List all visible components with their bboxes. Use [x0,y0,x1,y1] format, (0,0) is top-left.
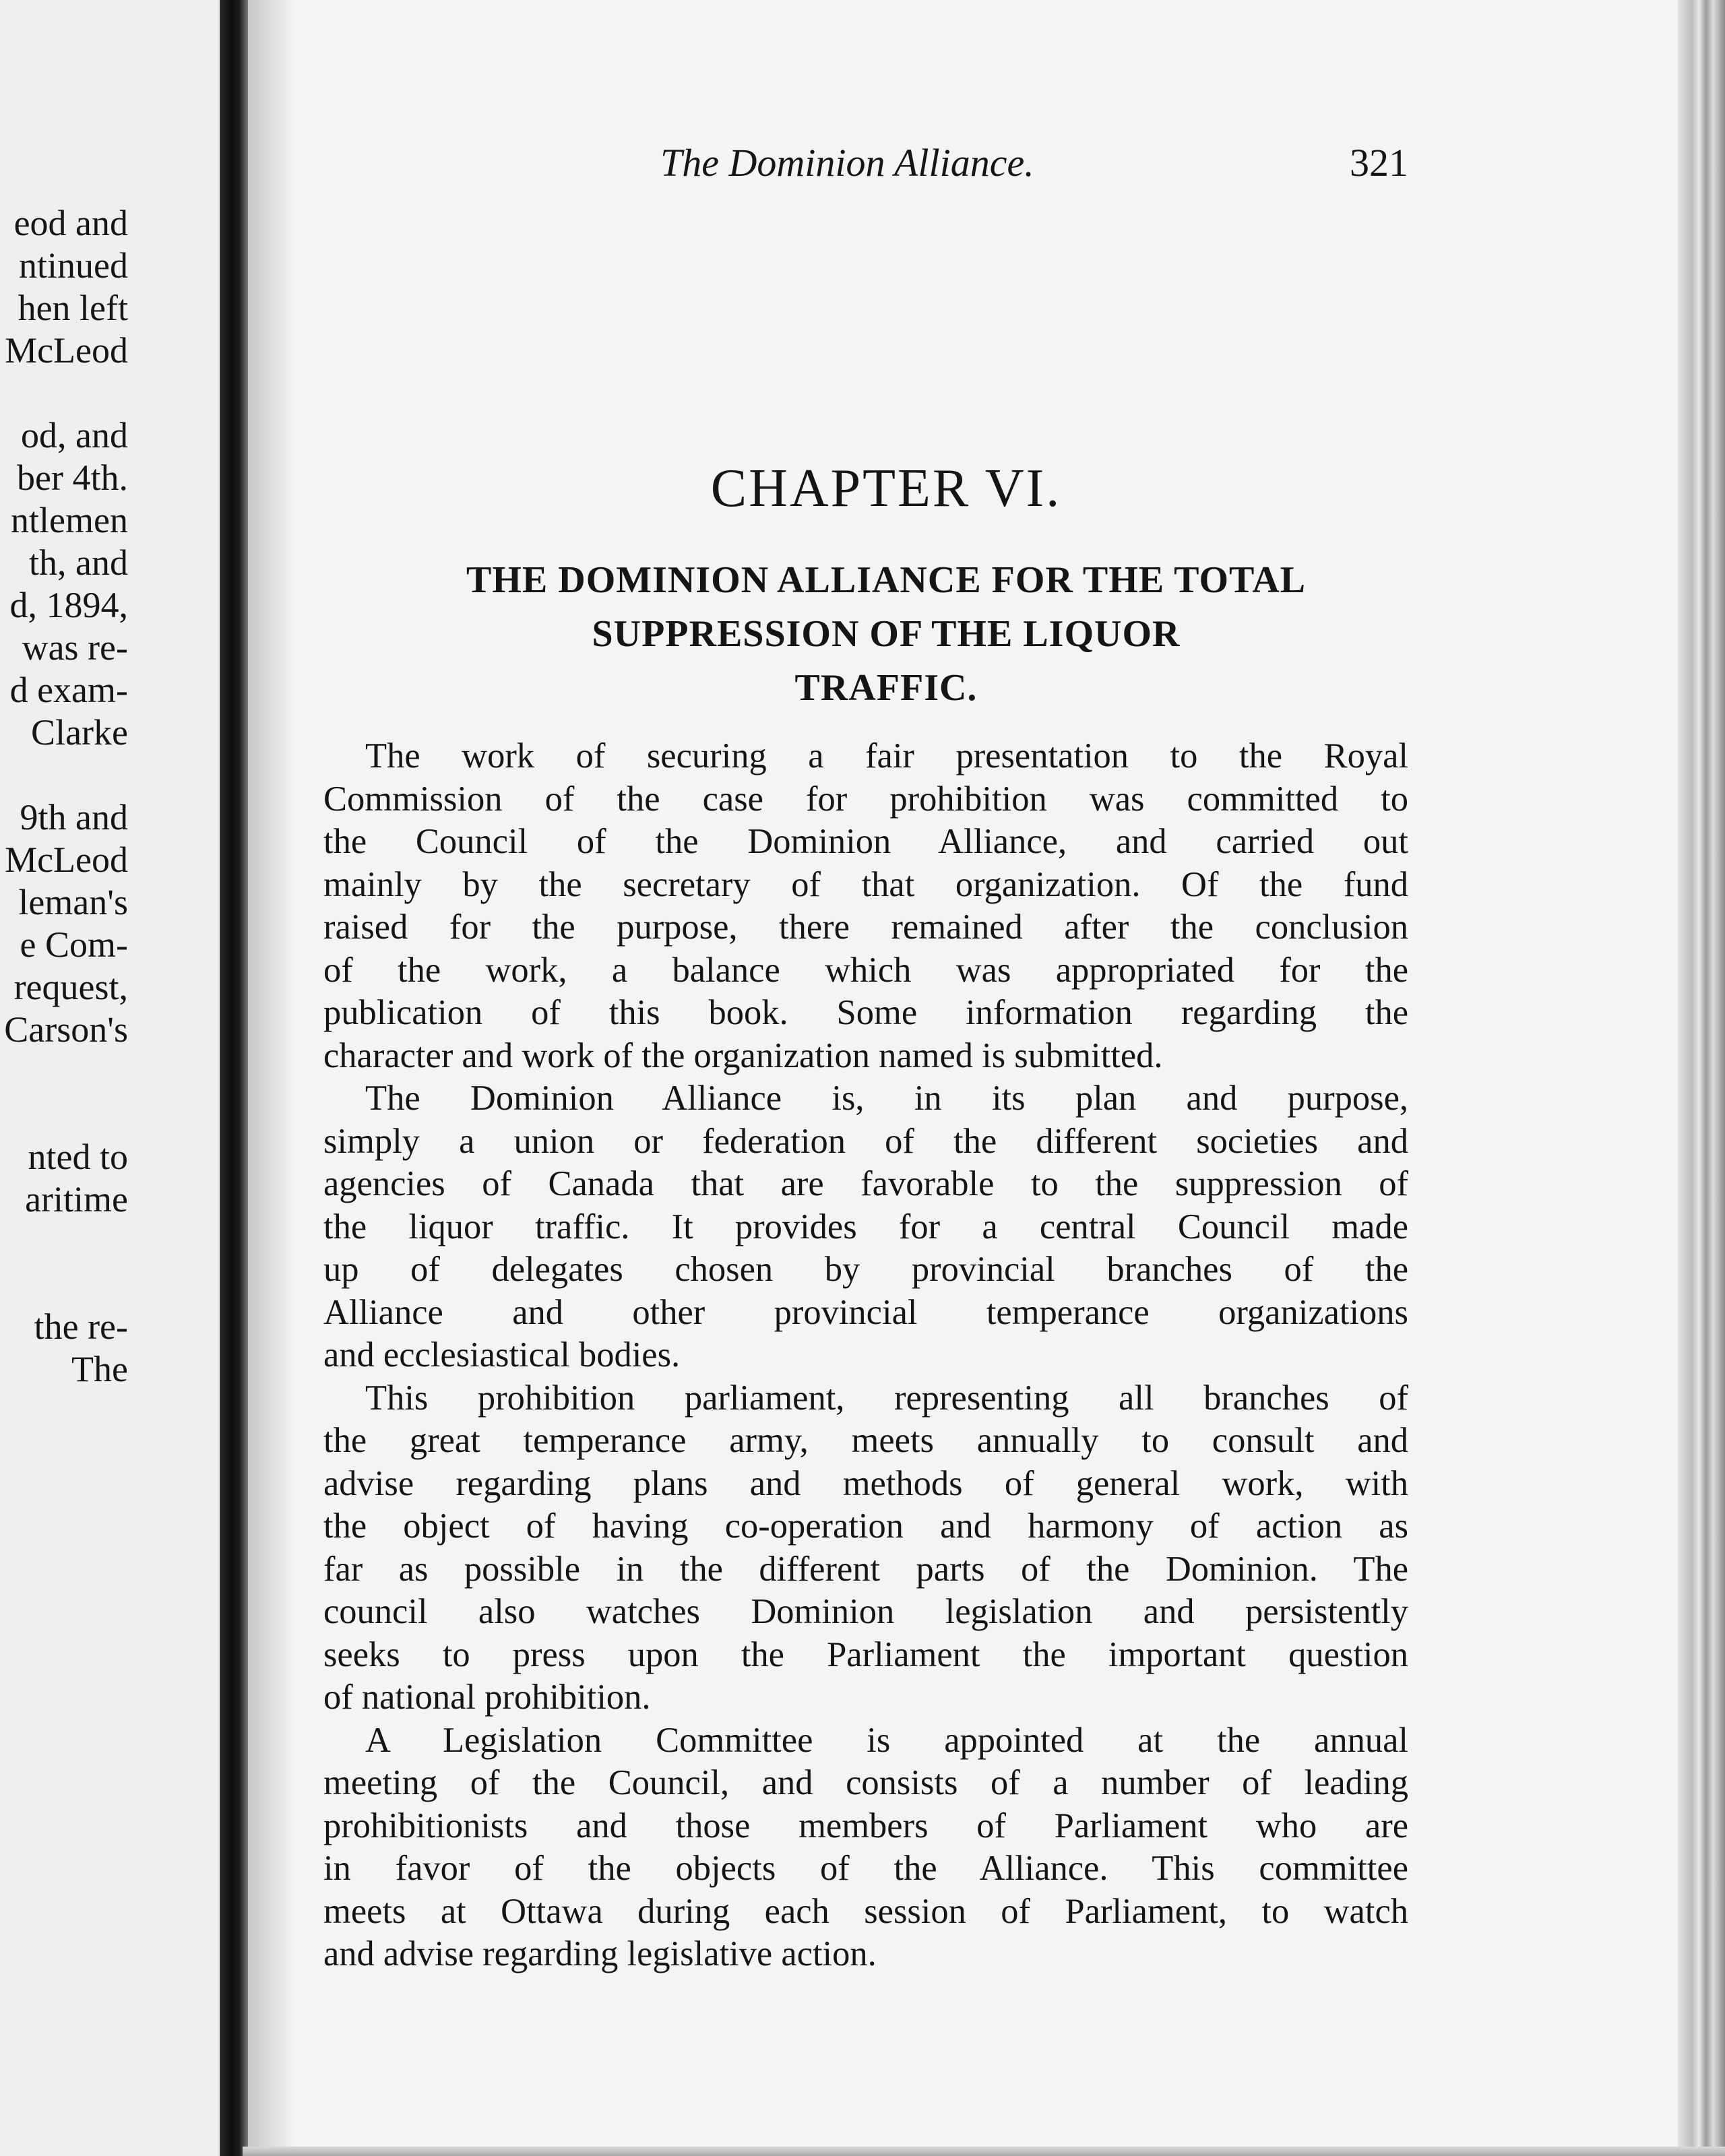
text-line: in favor of the objects of the Alliance. This committee [323,1849,1408,1888]
left-page-line: aritime [25,1179,128,1219]
text-line: meeting of the Council, and consists of a number of leading [323,1763,1408,1802]
left-page-line [0,1263,128,1306]
text-line: council also watches Dominion legislation and persistently [323,1592,1408,1631]
text-line: character and work of the organization named is submitted. [323,1036,1163,1075]
text-line: The Dominion Alliance is, in its plan and purpose, [365,1079,1408,1118]
left-page-line: McLeod [5,330,128,371]
chapter-number: CHAPTER VI. [710,459,1062,518]
chapter-title-line: TRAFFIC. [794,667,978,709]
paragraph [323,1077,1408,1377]
left-page-line: nted to [28,1137,128,1177]
text-line: agencies of Canada that are favorable to the suppression of [323,1164,1408,1203]
left-page-line: Carson's [4,1009,128,1050]
left-page-line [0,1051,128,1093]
text-line: the object of having co-operation and harmony of action as [323,1507,1408,1546]
text-line: prohibitionists and those members of Parliament who are [323,1806,1408,1845]
text-line: the liquor traffic. It provides for a central Council made [323,1207,1408,1246]
left-page-line [0,754,128,796]
left-page-line: the re- [34,1306,128,1347]
left-page-line [0,1093,128,1136]
paragraph [323,1377,1408,1719]
text-line: and advise regarding legislative action. [323,1934,877,1973]
left-page-line: 9th and [20,797,128,837]
page-edges [1678,0,1725,2156]
page-number: 321 [1350,141,1408,185]
text-line: This prohibition parliament, representing all branches of [365,1378,1408,1418]
left-page-line: request, [13,967,128,1007]
paragraph [323,735,1408,1077]
running-head [323,135,1408,195]
book-gutter [220,0,248,2156]
text-line: the great temperance army, meets annually to consult and [323,1421,1408,1460]
left-facing-page [0,0,229,2156]
left-page-line: eod and [13,203,128,243]
left-page-line: Clarke [31,712,128,753]
chapter-title [323,553,1408,715]
left-page-line: ntlemen [11,500,128,540]
bottom-page-edge [243,2147,1725,2156]
paragraph [323,1719,1408,1976]
left-page-line: od, and [21,415,128,455]
text-line: mainly by the secretary of that organization. Of the fund [323,864,1408,904]
text-line: of national prohibition. [323,1678,651,1717]
text-line: the Council of the Dominion Alliance, and carried out [323,822,1408,861]
text-line: of the work, a balance which was appropriated for the [323,950,1408,990]
left-page-line: ntinued [19,245,128,286]
text-line: up of delegates chosen by provincial branches of the [323,1250,1408,1289]
chapter-title-line: THE DOMINION ALLIANCE FOR THE TOTAL [466,559,1306,601]
text-line: raised for the purpose, there remained after the conclusion [323,908,1408,947]
text-line: far as possible in the different parts of the Dominion. The [323,1549,1408,1589]
left-page-line: leman's [18,882,128,922]
text-line: advise regarding plans and methods of general work, with [323,1463,1408,1503]
right-page [323,135,1408,1976]
chapter-title-line: SUPPRESSION OF THE LIQUOR [592,613,1181,655]
text-line: Alliance and other provincial temperance organizations [323,1292,1408,1332]
left-page-line: d, 1894, [9,585,128,625]
text-line: A Legislation Committee is appointed at the annual [365,1720,1408,1760]
text-line: meets at Ottawa during each session of Parliament, to watch [323,1891,1408,1931]
text-line: simply a union or federation of the different societies and [323,1121,1408,1161]
gutter-shadow [248,0,295,2156]
left-page-line [0,372,128,414]
left-page-line: th, and [29,542,128,583]
left-page-line: was re- [22,627,128,668]
text-line: and ecclesiastical bodies. [323,1335,681,1374]
left-page-line: The [71,1349,128,1389]
left-page-text [0,202,128,1391]
text-line: The work of securing a fair presentation to the Royal [365,736,1408,775]
left-page-line: e Com- [20,924,128,965]
text-line: Commission of the case for prohibition was committed to [323,779,1408,819]
left-page-line: d exam- [9,670,128,710]
left-page-line: McLeod [5,839,128,880]
running-title: The Dominion Alliance. [660,141,1034,185]
left-page-line: hen left [18,288,128,328]
left-page-line [0,1221,128,1263]
text-line: publication of this book. Some information regarding the [323,993,1408,1032]
text-line: seeks to press upon the Parliament the important question [323,1635,1408,1674]
left-page-line: ber 4th. [17,457,128,498]
body-text [323,735,1408,1976]
